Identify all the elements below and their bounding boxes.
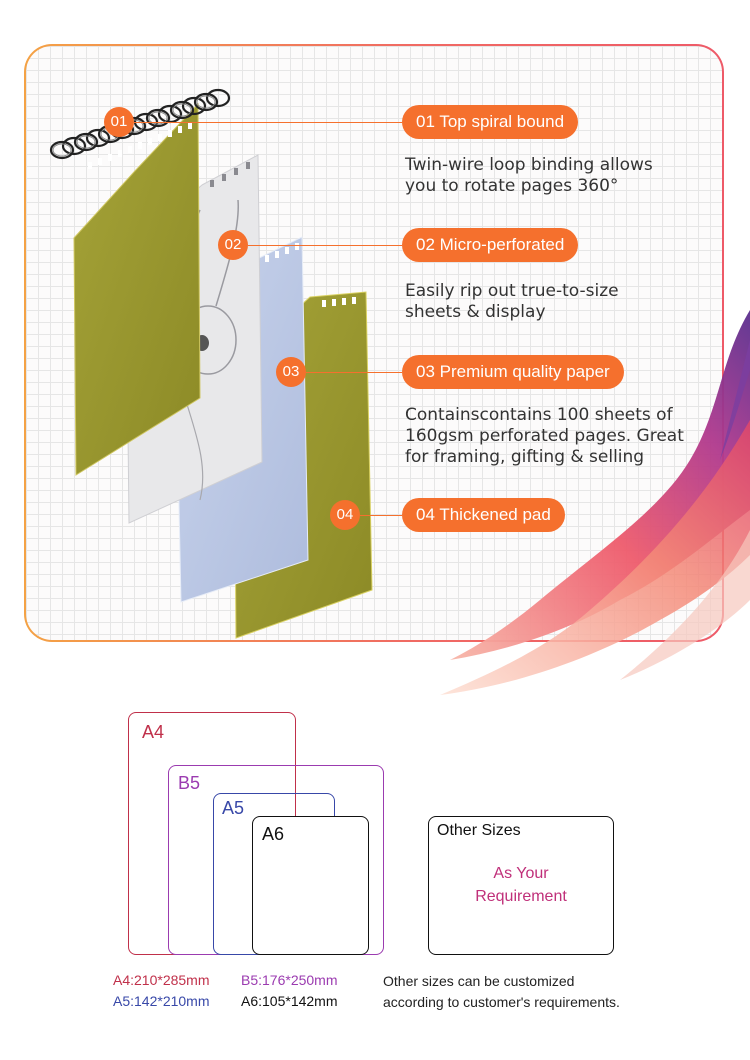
feature-desc-03 (405, 405, 725, 468)
marker-03: 03 (276, 357, 306, 387)
other-sizes-title: Other Sizes (437, 822, 521, 839)
size-label-a4: A4 (142, 722, 165, 742)
feature-desc-01 (405, 155, 705, 197)
marker-02: 02 (218, 230, 248, 260)
marker-04: 04 (330, 500, 360, 530)
spec-b5: B5:176*250mm (241, 972, 338, 988)
feature-desc-01-line-1: Twin-wire loop binding allows (405, 155, 653, 175)
feature-badge-04: 04 Thickened pad (402, 498, 565, 532)
custom-sizes-note-line-1: Other sizes can be customized (383, 973, 575, 989)
spec-a4: A4:210*285mm (113, 972, 210, 988)
feature-desc-02 (405, 281, 705, 323)
feature-desc-02-line-1: Easily rip out true-to-size (405, 281, 619, 301)
leader-line-01 (134, 122, 402, 123)
other-sizes-body (428, 862, 614, 908)
feature-desc-03-line-1: Containscontains 100 sheets of (405, 405, 673, 425)
feature-badge-03: 03 Premium quality paper (402, 355, 624, 389)
feature-desc-03-line-3: for framing, gifting & selling (405, 447, 645, 467)
size-label-a6: A6 (262, 824, 285, 844)
feature-badge-01: 01 Top spiral bound (402, 105, 578, 139)
leader-line-03 (306, 372, 402, 373)
feature-badge-02: 02 Micro-perforated (402, 228, 578, 262)
spec-a5: A5:142*210mm (113, 993, 210, 1009)
spec-a6: A6:105*142mm (241, 993, 338, 1009)
notebook-exploded-illustration (40, 60, 390, 650)
leader-line-02 (248, 245, 402, 246)
other-sizes-body-line-2: Requirement (475, 888, 567, 905)
feature-desc-01-line-2: you to rotate pages 360° (405, 176, 619, 196)
leader-line-04 (360, 515, 402, 516)
custom-sizes-note (383, 971, 620, 1013)
size-label-b5: B5 (178, 773, 201, 793)
feature-desc-03-line-2: 160gsm perforated pages. Great (405, 426, 684, 446)
other-sizes-body-line-1: As Your (493, 865, 549, 882)
feature-desc-02-line-2: sheets & display (405, 302, 546, 322)
size-label-a5: A5 (222, 798, 245, 818)
custom-sizes-note-line-2: according to customer's requirements. (383, 994, 620, 1010)
marker-01: 01 (104, 107, 134, 137)
